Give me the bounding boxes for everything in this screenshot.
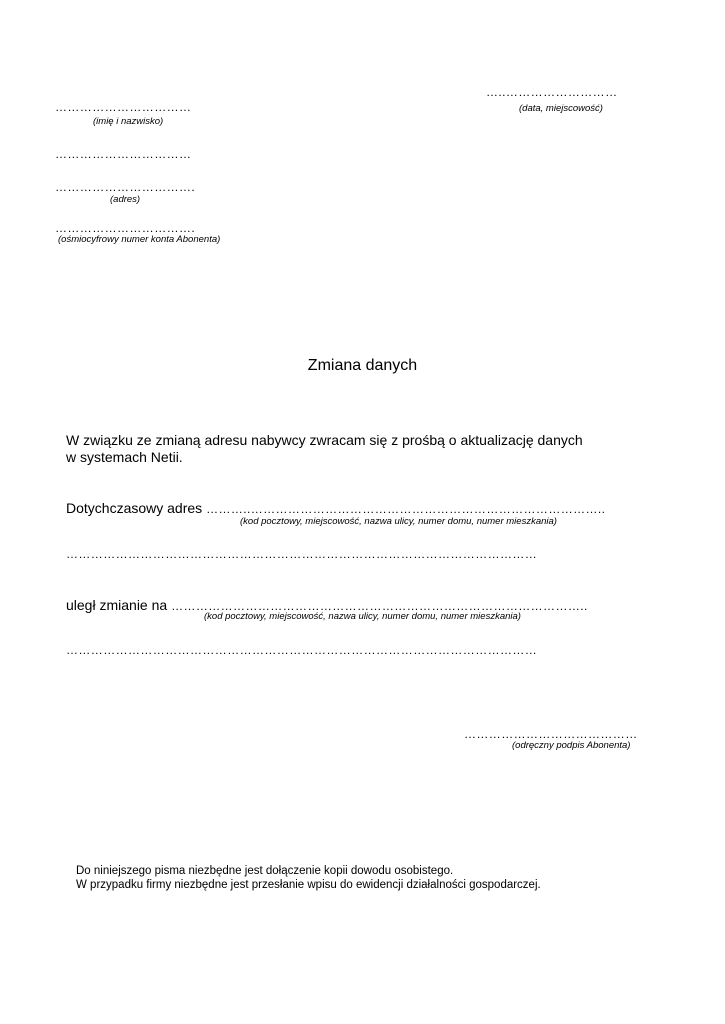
date-place-caption: (data, miejscowość): [519, 103, 603, 114]
previous-address-continuation: ……………………………………………………………………………………………………: [66, 547, 538, 561]
account-number-caption: (ośmiocyfrowy numer konta Abonenta): [58, 234, 221, 245]
address-line: …………………………….: [55, 180, 196, 194]
new-address-label: uległ zmianie na: [66, 597, 168, 613]
intro-line-2: w systemach Netii.: [66, 449, 183, 465]
signature-caption: (odręczny podpis Abonenta): [512, 740, 631, 751]
new-address-dots: ………………………………………………………………………………………..: [171, 599, 588, 613]
account-number-line: …………………………….: [55, 221, 196, 235]
signature-line: ……………………………………: [464, 727, 638, 741]
document-title: Zmiana danych: [307, 357, 418, 374]
previous-address-dots: ………..…………………………………………………………………………..: [206, 502, 606, 516]
previous-address-caption: (kod pocztowy, miejscowość, nazwa ulicy, numer domu, numer mieszkania): [240, 516, 557, 527]
name-caption: (imię i nazwisko): [93, 116, 164, 127]
footer-note-line-1: Do niniejszego pisma niezbędne jest dołączenie kopii dowodu osobistego.: [76, 865, 454, 877]
new-address-continuation: ……………………………………………………………………………………………………: [66, 643, 538, 657]
footer-note-line-2: W przypadku firmy niezbędne jest przesłanie wpisu do ewidencji działalności gospodarczej.: [76, 879, 541, 891]
date-place-line: …..………………………: [486, 85, 618, 99]
intro-line-1: W związku ze zmianą adresu nabywcy zwracam się z prośbą o aktualizację danych: [66, 432, 583, 448]
name-line: ……………………………: [55, 100, 192, 114]
new-address-caption: (kod pocztowy, miejscowość, nazwa ulicy, numer domu, numer mieszkania): [204, 611, 521, 622]
address-caption: (adres): [110, 194, 141, 205]
previous-address-label: Dotychczasowy adres: [66, 500, 203, 516]
name-line-2: ……………………………: [55, 147, 192, 161]
